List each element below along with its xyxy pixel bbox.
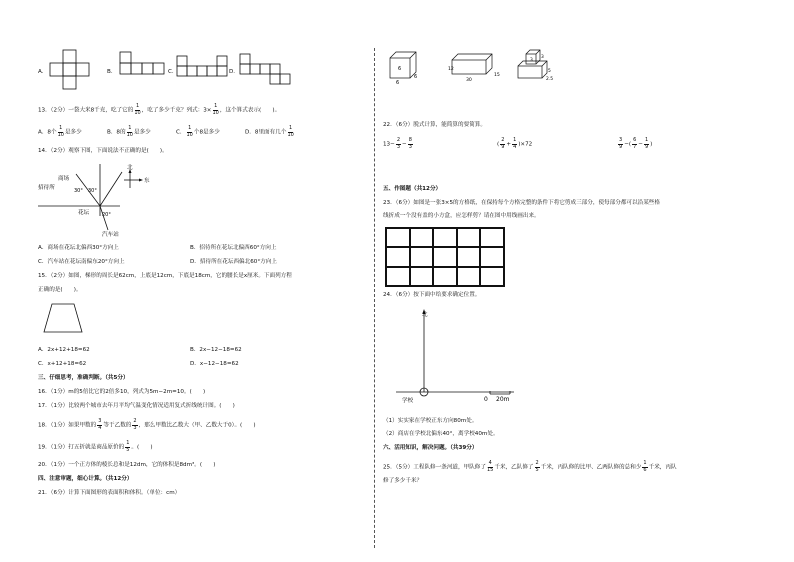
map-scale-zero: 0 [484,396,488,403]
label-station: 汽车站 [102,232,119,238]
q14-option-a: A．商场在花坛北偏西30°方向上 [38,245,119,251]
question-15-line1: 15．（2分）如图，梯形的周长是62cm，上底是12cm，下底是18cm，它的腰长是x厘米。下面列方程 [38,273,292,279]
question-13: 13．（2分）一袋大米8千克，吃了它的 $\frac{1}{10}$ ，吃了多少千克？列式：3× $\frac{1}{10}$ ，这个算式表示( )。 [38,103,281,116]
label-garden: 花坛 [78,210,90,216]
question-24: 24．（6分）按下面中给要求确定位置。 [383,292,481,298]
column-divider [374,48,375,548]
question-24-part1: （1）实实家在学校正东方向80m处。 [383,418,478,424]
label-market: 商场 [58,176,70,182]
label-north: 北 [127,165,133,171]
cube-dim-1: 6 [398,66,402,72]
option-b-label: B. [107,69,113,75]
cube-figure [388,50,428,84]
option-d-label: D. [229,69,236,75]
question-25-line1: 25．（5分）工程队修一条河道，甲队修了 $\frac{4}{15}$ 千米，乙队修了 $\frac{2}{5}$ 千米，丙队修的比甲、乙两队修的总和少 $\frac{1}{6}$ 千米，丙队 [383,460,677,473]
solid-dim-3: 5 [548,69,551,74]
trapezoid-figure [44,304,84,334]
direction-diagram [38,164,168,236]
q13-option-a: A．8个 $\frac{1}{10}$ 是多少 [38,125,82,138]
cuboid-dim-2: 30 [466,78,472,83]
section-5-heading: 五、作图题（共12分） [383,186,442,192]
q14-option-b: B．招待所在花坛北偏西60°方向上 [190,245,277,251]
net-figure-d [240,54,292,86]
cuboid-dim-1: 12 [448,67,454,72]
q15-option-c: C．x+12+18=62 [38,361,87,367]
label-east: 东 [144,178,150,184]
angle-1: 30° [74,188,83,194]
cube-dim-3: 6 [396,80,400,86]
angle-3: 20° [102,212,111,218]
question-21: 21．（6分）计算下面图形的表面积和体积。（单位：cm） [38,490,181,496]
q14-option-c: C．汽车站在花坛南偏东20°方向上 [38,259,125,265]
question-15-line2: 正确的是( )。 [38,287,82,293]
solid-dim-2: 3 [541,55,544,60]
expression-2: ( $\frac{2}{9}$ + $\frac{1}{4}$ )×72 [497,137,533,150]
question-20: 20．（1分）一个正方体的棱长总和是12dm，它的体积是8dm³。( ) [38,462,216,468]
expression-1: 13− $\frac{2}{3}$ − $\frac{8}{3}$ [383,137,412,150]
net-figure-a [50,50,102,92]
q15-option-d: D．x−12−18=62 [190,361,239,367]
map-scale-value: 20m [496,396,510,403]
question-17: 17．（1分）比较两个城市去年月平均气温变化情况适用复式折线统计图。( ) [38,403,235,409]
q15-option-b: B．2x−12−18=62 [190,347,242,353]
question-22: 22．（6分）脱式计算，能简算的要简算。 [383,122,486,128]
q13-option-b: B．8的 $\frac{1}{10}$ 是多少 [107,125,151,138]
map-north-label: 北 [422,312,428,318]
cube-dim-2: 6 [414,74,418,80]
option-a-label: A. [38,69,44,75]
q15-option-a: A．2x+12+18=62 [38,347,90,353]
question-23-line1: 23．（6分）如图是一张3×5的方格纸，在保持每个方格完整的条件下将它剪成三部分，使每部分都可以沿某些格 [383,200,660,206]
map-school-label: 学校 [402,398,414,404]
solid-dim-4: 2.5 [546,77,553,82]
section-6-heading: 六、活用知识，解决问题。（共39分） [383,445,478,451]
grid-3x5 [385,227,505,287]
q13-option-d: D．8里面有几个 $\frac{1}{10}$ [245,125,294,138]
label-hostel: 招待所 [38,185,55,191]
angle-2: 30° [88,188,97,194]
question-16: 16．（1分）m的5倍比它的2倍多10，列式为5m−2m=10。( ) [38,389,206,395]
net-figure-b [120,52,170,86]
section-4-heading: 四、注意审题，细心计算。（共12分） [38,476,133,482]
net-figure-c [177,56,229,86]
question-23-line2: 线折成一个没有盖的小方盒，应怎样剪？请在图中用线画出来。 [383,213,540,219]
cuboid-figure [448,54,500,82]
question-14: 14．（2分）观察下图，下面说法不正确的是( )。 [38,148,168,154]
expression-3: $\frac{3}{9}$ −( $\frac{6}{7}$ − $\frac{1}{9}$ ) [619,137,653,150]
q13-option-c: C． $\frac{1}{10}$ 个8是多少 [176,125,220,138]
cuboid-dim-3: 15 [494,73,500,78]
q14-option-d: D．招待所在花坛西偏北60°方向上 [190,259,277,265]
question-19: 19．（1分）打五折就是商品原价的 $\frac{1}{5}$ 。( ) [38,440,153,453]
solid-dim-1: 3 [530,58,533,63]
section-3-heading: 三、仔细思考，准确判断。（共5分） [38,375,129,381]
stacked-solid-figure [516,50,556,82]
option-c-label: C. [168,69,174,75]
question-24-part2: （2）商店在学校北偏东40°，离学校40m处。 [383,431,499,437]
question-25-line2: 修了多少千米？ [383,478,423,484]
position-map [392,308,522,402]
question-18: 18．（1分）如果甲数的 $\frac{3}{4}$ 等于乙数的 $\frac{2}{3}$ ，那么甲数比乙数大（甲、乙数大于0）。( ) [38,418,256,431]
